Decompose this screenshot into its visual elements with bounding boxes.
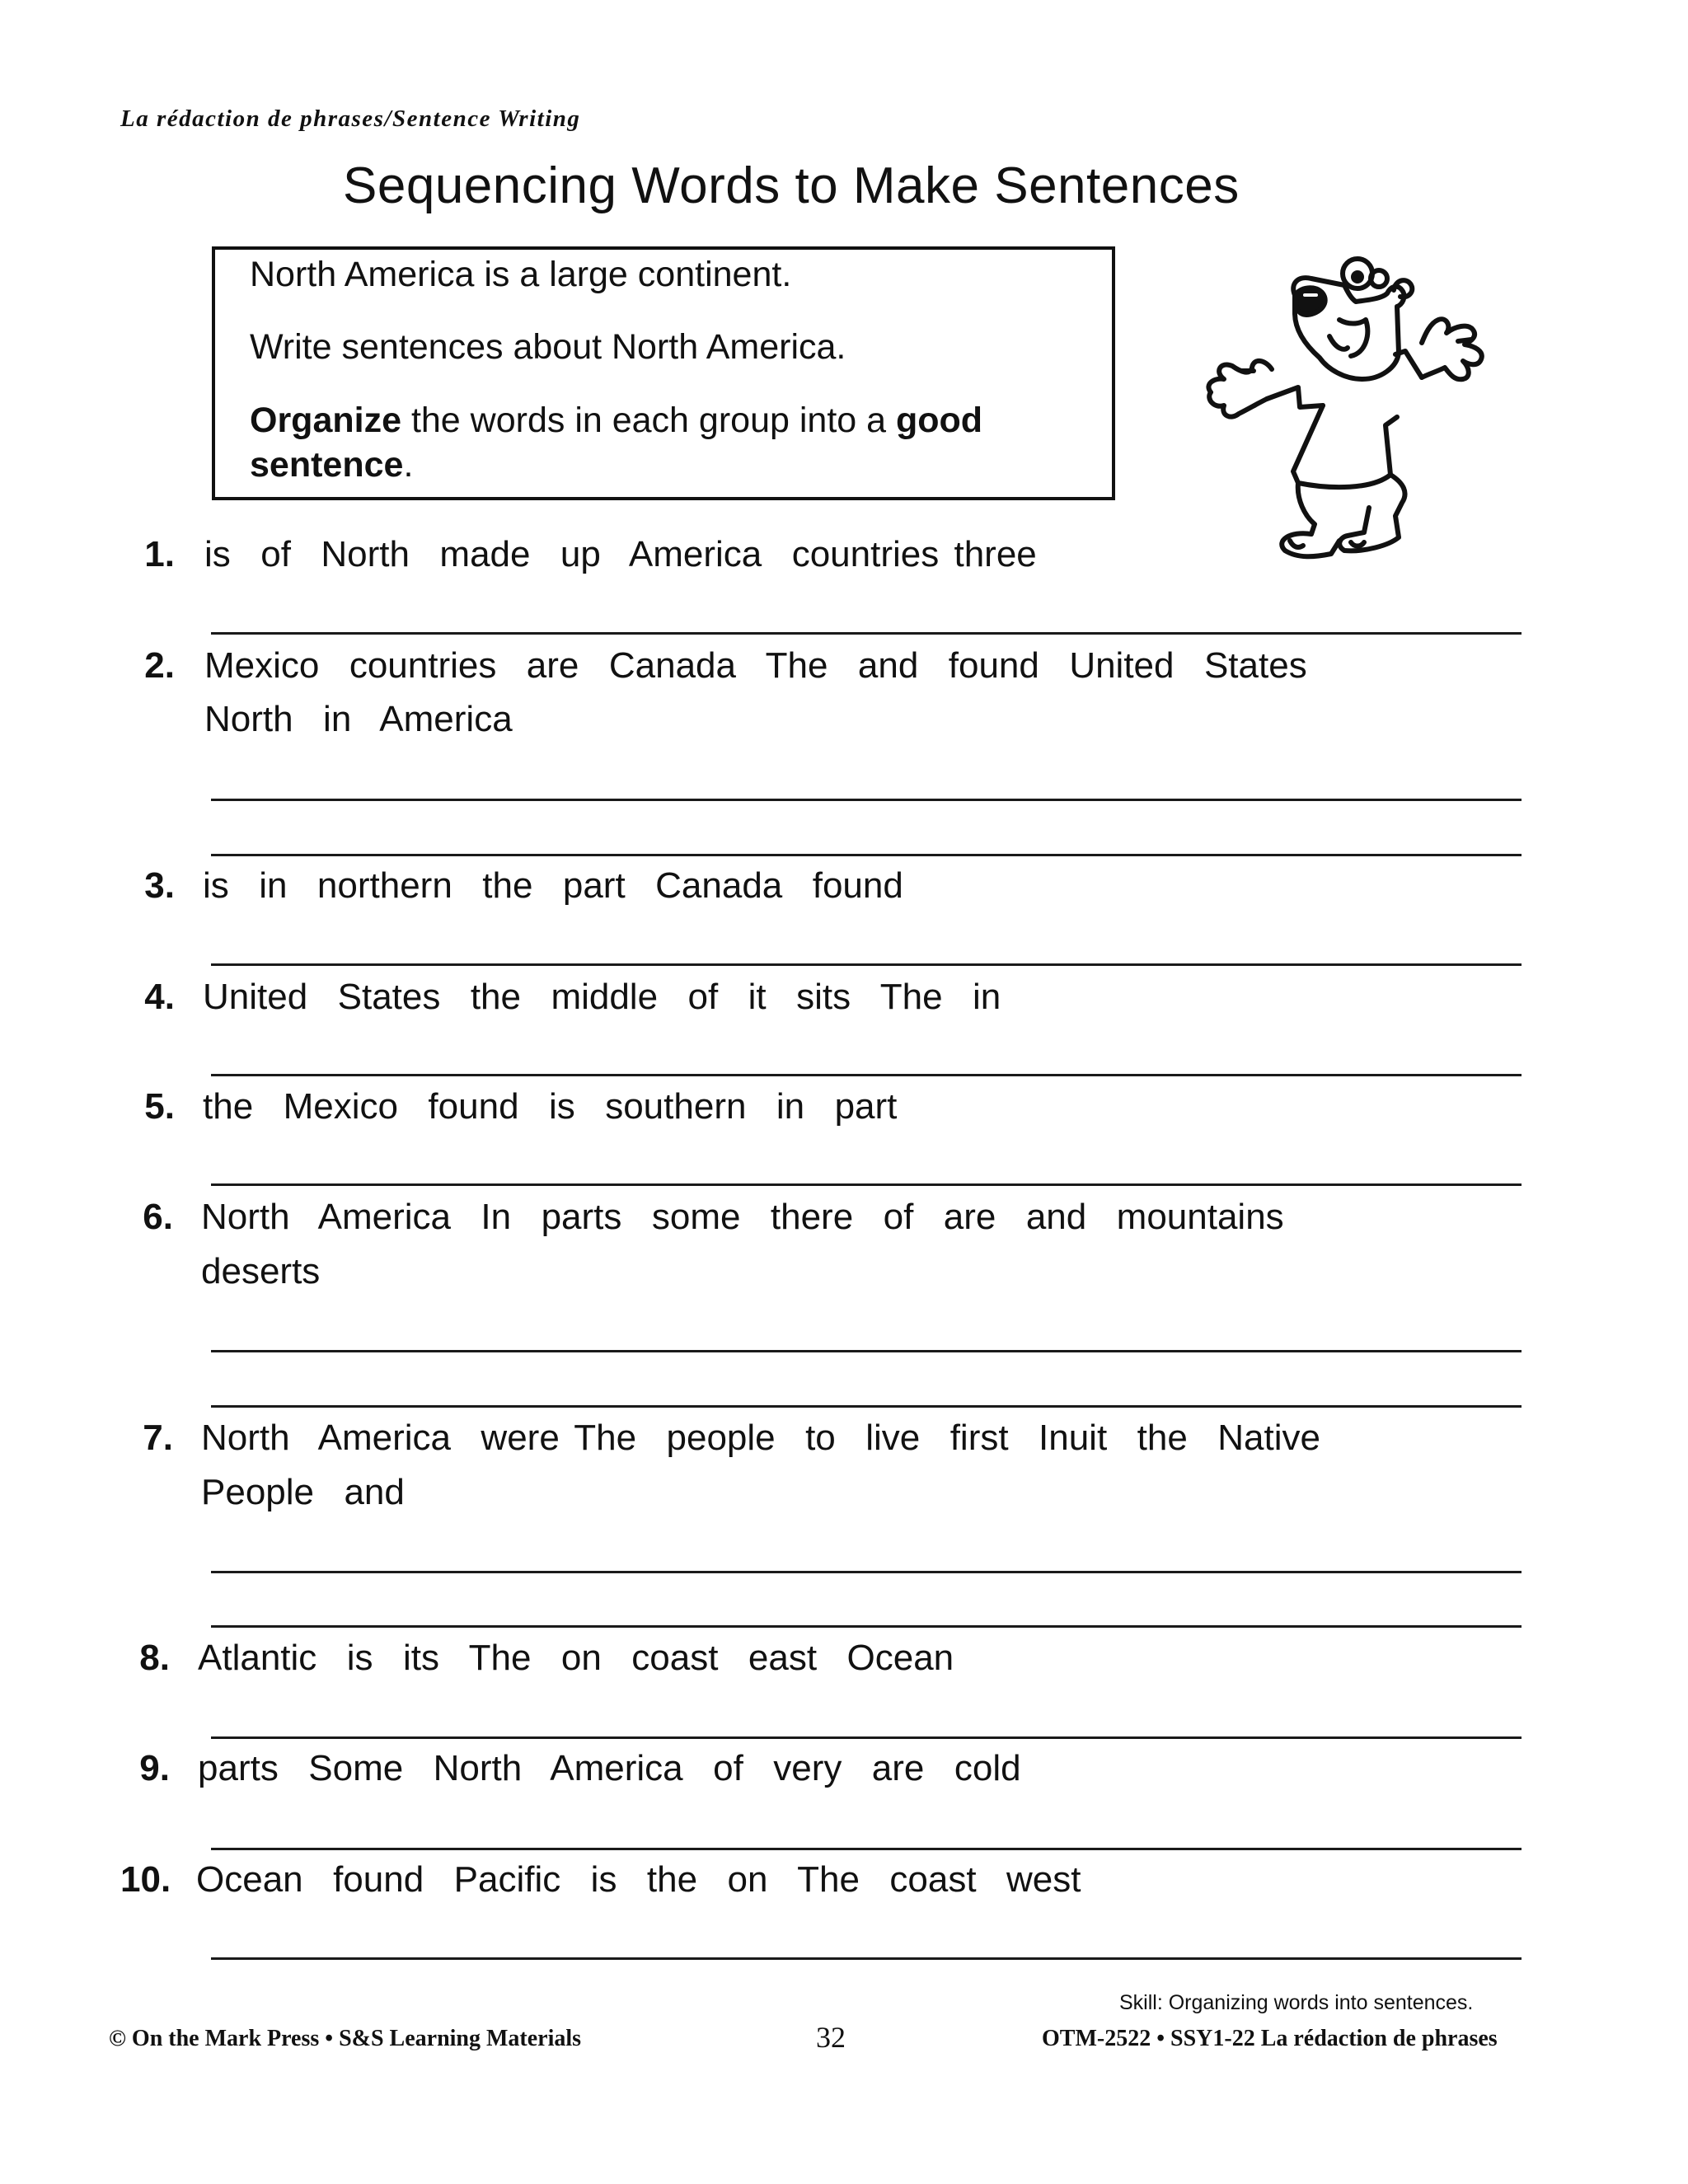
item-number: 4. xyxy=(144,977,175,1017)
answer-line[interactable] xyxy=(211,1848,1522,1850)
instruction-task: Write sentences about North America. xyxy=(250,327,846,367)
item-number: 9. xyxy=(139,1748,170,1788)
instruction-organize xyxy=(250,401,982,441)
section-header: La rédaction de phrases/Sentence Writing xyxy=(120,105,581,132)
skill-note: Skill: Organizing words into sentences. xyxy=(1119,1991,1474,2014)
item-words-continued: deserts xyxy=(201,1251,321,1291)
item-number: 7. xyxy=(143,1418,173,1458)
emphasis-sentence: sentence xyxy=(250,445,404,485)
item-words: United States the middle of it sits The in xyxy=(203,977,1001,1017)
item-words: Atlantic is its The on coast east Ocean xyxy=(198,1638,954,1678)
answer-line[interactable] xyxy=(211,854,1522,856)
answer-line[interactable] xyxy=(211,1074,1522,1076)
answer-line[interactable] xyxy=(211,1571,1522,1573)
instruction-period: . xyxy=(403,445,414,485)
item-number: 8. xyxy=(139,1638,170,1678)
item-number: 2. xyxy=(144,645,175,686)
item-number: 10. xyxy=(120,1859,171,1900)
emphasis-good: good xyxy=(895,401,983,440)
item-words-continued: People and xyxy=(201,1472,405,1512)
item-words: the Mexico found is southern in part xyxy=(203,1086,898,1127)
answer-line[interactable] xyxy=(211,1183,1522,1186)
answer-line[interactable] xyxy=(211,799,1522,801)
item-words: Mexico countries are Canada The and found United States xyxy=(204,645,1307,686)
answer-line[interactable] xyxy=(211,1350,1522,1352)
item-number: 1. xyxy=(144,534,175,574)
answer-line[interactable] xyxy=(211,1957,1522,1960)
item-words-continued: North in America xyxy=(204,699,513,739)
emphasis-organize: Organize xyxy=(250,401,401,440)
answer-line[interactable] xyxy=(211,963,1522,966)
answer-line[interactable] xyxy=(211,1625,1522,1628)
item-words: Ocean found Pacific is the on The coast west xyxy=(196,1859,1081,1900)
copyright-notice: © On the Mark Press • S&S Learning Materials xyxy=(109,2026,582,2051)
answer-line[interactable] xyxy=(211,1736,1522,1739)
item-words: is in northern the part Canada found xyxy=(203,865,903,906)
cartoon-bear-icon xyxy=(1175,244,1504,569)
item-words: parts Some North America of very are cold xyxy=(198,1748,1021,1788)
answer-line[interactable] xyxy=(211,632,1522,635)
item-number: 3. xyxy=(144,865,175,906)
item-words: North America were The people to live first Inuit the Native xyxy=(201,1418,1320,1458)
page-number: 32 xyxy=(816,2021,846,2054)
instruction-intro: North America is a large continent. xyxy=(250,255,792,294)
page-title: Sequencing Words to Make Sentences xyxy=(343,157,1240,214)
item-words: is of North made up America countries three xyxy=(204,534,1037,574)
product-code: OTM-2522 • SSY1-22 La rédaction de phrases xyxy=(1042,2026,1498,2051)
instruction-organize-mid: the words in each group into a xyxy=(401,401,896,440)
instructions-box xyxy=(212,246,1115,500)
instruction-sentence xyxy=(250,445,413,485)
item-number: 5. xyxy=(144,1086,175,1127)
item-number: 6. xyxy=(143,1197,173,1237)
item-words: North America In parts some there of are and mountains xyxy=(201,1197,1284,1237)
answer-line[interactable] xyxy=(211,1405,1522,1408)
